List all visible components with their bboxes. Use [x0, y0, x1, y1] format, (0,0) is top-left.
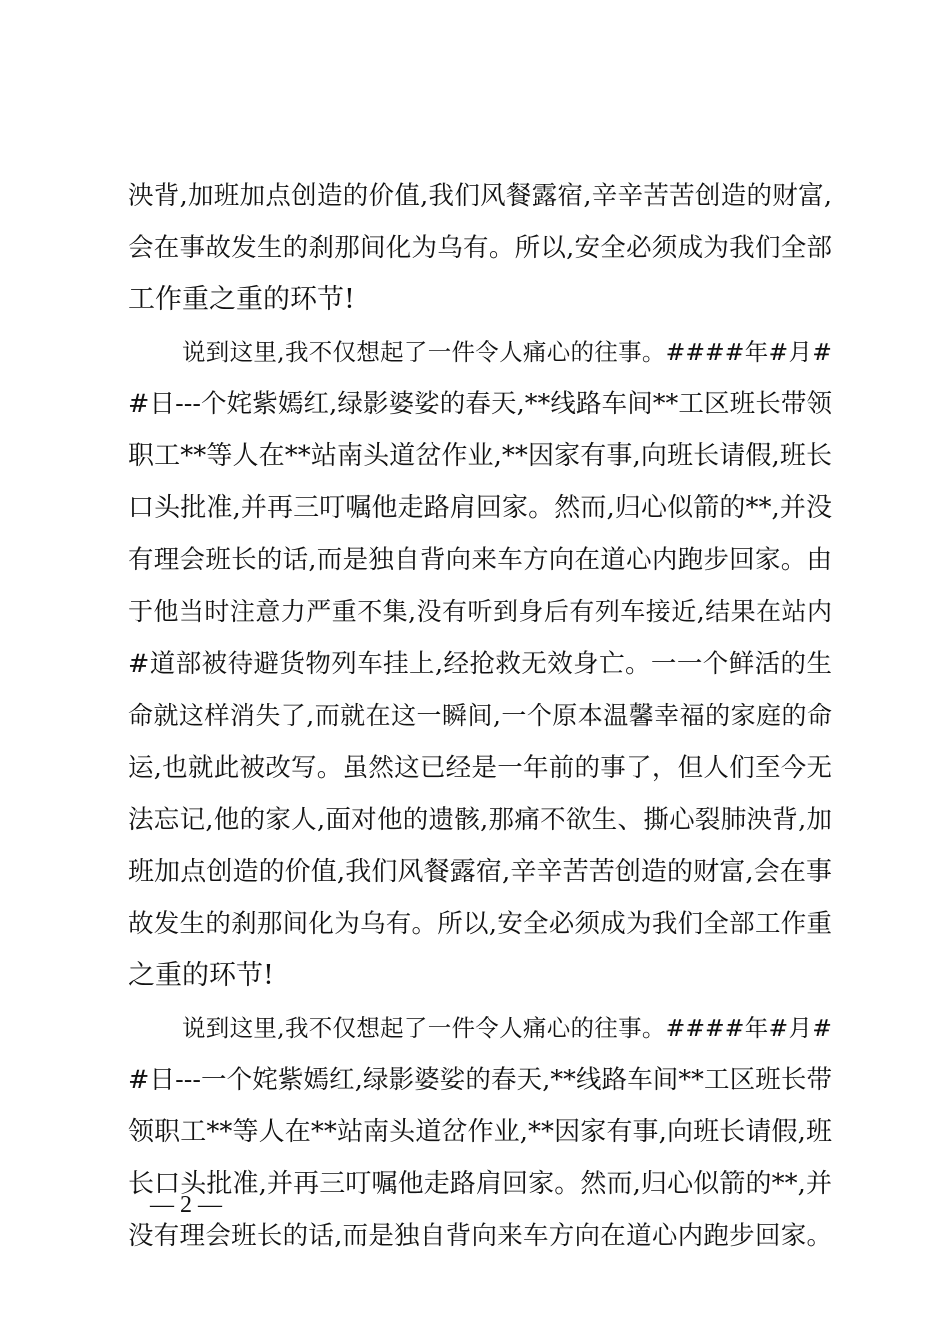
text-line-6: 职工**等人在**站南头道岔作业,**因家有事,向班长请假,班长: [128, 441, 832, 471]
text-line-18: #日---一个姹紫嫣红,绿影婆娑的春天,**线路车间**工区班长带: [128, 1065, 832, 1095]
text-line-16: 之重的环节!: [128, 960, 274, 991]
document-body: [128, 170, 832, 1262]
text-line-8: 有理会班长的话,而是独自背向来车方向在道心内跑步回家。由: [128, 545, 832, 575]
text-line-17: 说到这里,我不仅想起了一件令人痛心的往事。####年#月#: [182, 1014, 832, 1042]
text-line-4: 说到这里,我不仅想起了一件令人痛心的往事。####年#月#: [182, 338, 832, 366]
text-line-12: 运,也就此被改写。虽然这已经是一年前的事了，但人们至今无: [128, 753, 832, 783]
text-line-9: 于他当时注意力严重不集,没有听到身后有列车接近,结果在站内: [128, 597, 832, 626]
text-line-14: 班加点创造的价值,我们风餐露宿,辛辛苦苦创造的财富,会在事: [128, 857, 832, 887]
text-line-13: 法忘记,他的家人,面对他的遗骸,那痛不欲生、撕心裂肺泱背,加: [128, 805, 832, 835]
text-line-10: #道部被待避货物列车挂上,经抢救无效身亡。一一个鲜活的生: [128, 649, 832, 679]
text-line-2: 会在事故发生的刹那间化为乌有。所以,安全必须成为我们全部: [128, 233, 832, 263]
text-line-11: 命就这样消失了,而就在这一瞬间,一个原本温馨幸福的家庭的命: [128, 701, 832, 730]
text-line-7: 口头批准,并再三叮嘱他走路肩回家。然而,归心似箭的**,并没: [128, 493, 832, 523]
text-line-19: 领职工**等人在**站南头道岔作业,**因家有事,向班长请假,班: [128, 1117, 832, 1147]
text-line-1: 泱背,加班加点创造的价值,我们风餐露宿,辛辛苦苦创造的财富,: [128, 181, 832, 211]
text-line-3: 工作重之重的环节!: [128, 284, 355, 315]
text-line-21: 没有理会班长的话,而是独自背向来车方向在道心内跑步回家。: [128, 1221, 832, 1251]
text-line-5: #日---个姹紫嫣红,绿影婆娑的春天,**线路车间**工区班长带领: [128, 389, 832, 419]
text-line-20: 长口头批准,并再三叮嘱他走路肩回家。然而,归心似箭的**,并: [128, 1169, 832, 1199]
page-number: — 2 —: [150, 1192, 222, 1218]
text-line-15: 故发生的刹那间化为乌有。所以,安全必须成为我们全部工作重: [128, 909, 832, 939]
